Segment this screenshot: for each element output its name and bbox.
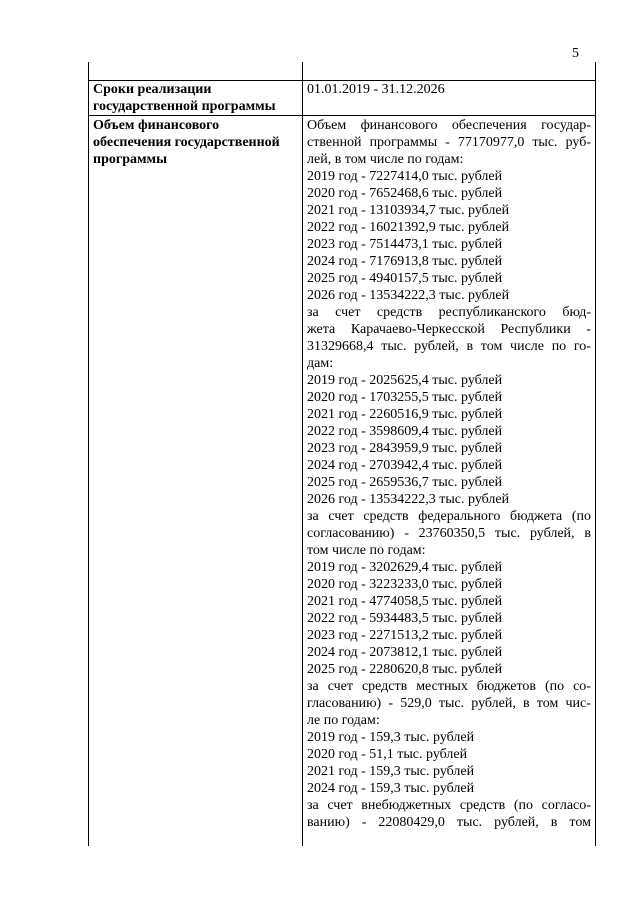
- finance-line: 2022 год - 16021392,9 тыс. рублей: [307, 220, 510, 235]
- terms-value: 01.01.2019 - 31.12.2026: [307, 82, 445, 97]
- finance-line: согласованию) - 23760350,5 тыс. рублей, в: [307, 526, 591, 541]
- finance-line: 2024 год - 2703942,4 тыс. рублей: [307, 458, 503, 473]
- finance-line: лей, в том числе по годам:: [307, 152, 464, 167]
- finance-line: 2019 год - 159,3 тыс. рублей: [307, 730, 475, 745]
- finance-line: том числе по годам:: [307, 543, 426, 558]
- finance-line: 2025 год - 4940157,5 тыс. рублей: [307, 271, 503, 286]
- finance-line: 2023 год - 2271513,2 тыс. рублей: [307, 628, 503, 643]
- finance-line: за счет внебюджетных средств (по согласо-: [307, 798, 591, 813]
- table-left-border: [88, 62, 89, 846]
- row-divider: [88, 115, 596, 116]
- finance-value: [307, 117, 591, 831]
- finance-line: дам:: [307, 356, 334, 371]
- finance-line: ственной программы - 77170977,0 тыс. руб-: [307, 135, 591, 150]
- finance-line: 2025 год - 2659536,7 тыс. рублей: [307, 475, 503, 490]
- finance-line: за счет средств республиканского бюд-: [307, 305, 591, 320]
- table-right-border: [595, 62, 596, 846]
- finance-line: 2026 год - 13534222,3 тыс. рублей: [307, 288, 510, 303]
- finance-line: 2024 год - 159,3 тыс. рублей: [307, 781, 475, 796]
- finance-line: 2026 год - 13534222,3 тыс. рублей: [307, 492, 510, 507]
- finance-line: 2021 год - 159,3 тыс. рублей: [307, 764, 475, 779]
- finance-line: 2023 год - 2843959,9 тыс. рублей: [307, 441, 503, 456]
- finance-line: 2020 год - 51,1 тыс. рублей: [307, 747, 468, 762]
- finance-line: Объем финансового обеспечения государ-: [307, 118, 591, 133]
- finance-line: ле по годам:: [307, 713, 380, 728]
- finance-line: ванию) - 22080429,0 тыс. рублей, в том: [307, 815, 591, 830]
- page-number: 5: [572, 46, 579, 61]
- finance-line: 2021 год - 2260516,9 тыс. рублей: [307, 407, 503, 422]
- finance-line: 2021 год - 4774058,5 тыс. рублей: [307, 594, 503, 609]
- finance-line: 2022 год - 5934483,5 тыс. рублей: [307, 611, 503, 626]
- finance-line: 31329668,4 тыс. рублей, в том числе по го-: [307, 339, 591, 354]
- finance-line: 2022 год - 3598609,4 тыс. рублей: [307, 424, 503, 439]
- finance-line: за счет средств местных бюджетов (по со-: [307, 679, 591, 694]
- finance-line: 2020 год - 3223233,0 тыс. рублей: [307, 577, 503, 592]
- finance-line: 2024 год - 2073812,1 тыс. рублей: [307, 645, 503, 660]
- finance-line: жета Карачаево-Черкесской Республики -: [307, 322, 591, 337]
- finance-line: 2020 год - 1703255,5 тыс. рублей: [307, 390, 503, 405]
- finance-line: 2023 год - 7514473,1 тыс. рублей: [307, 237, 503, 252]
- finance-line: 2019 год - 7227414,0 тыс. рублей: [307, 169, 503, 184]
- finance-line: 2025 год - 2280620,8 тыс. рублей: [307, 662, 503, 677]
- finance-line: 2024 год - 7176913,8 тыс. рублей: [307, 254, 503, 269]
- terms-label: Сроки реализации государственной программы: [93, 82, 276, 114]
- finance-line: 2021 год - 13103934,7 тыс. рублей: [307, 203, 510, 218]
- finance-line: за счет средств федерального бюджета (по: [307, 509, 591, 524]
- finance-line: гласованию) - 529,0 тыс. рублей, в том чис-: [307, 696, 591, 711]
- finance-label: Объем финансового обеспечения государственной программы: [93, 118, 280, 167]
- table-column-divider: [302, 62, 303, 846]
- passport-table: [88, 62, 596, 846]
- finance-line: 2019 год - 3202629,4 тыс. рублей: [307, 560, 503, 575]
- finance-line: 2019 год - 2025625,4 тыс. рублей: [307, 373, 503, 388]
- finance-line: 2020 год - 7652468,6 тыс. рублей: [307, 186, 503, 201]
